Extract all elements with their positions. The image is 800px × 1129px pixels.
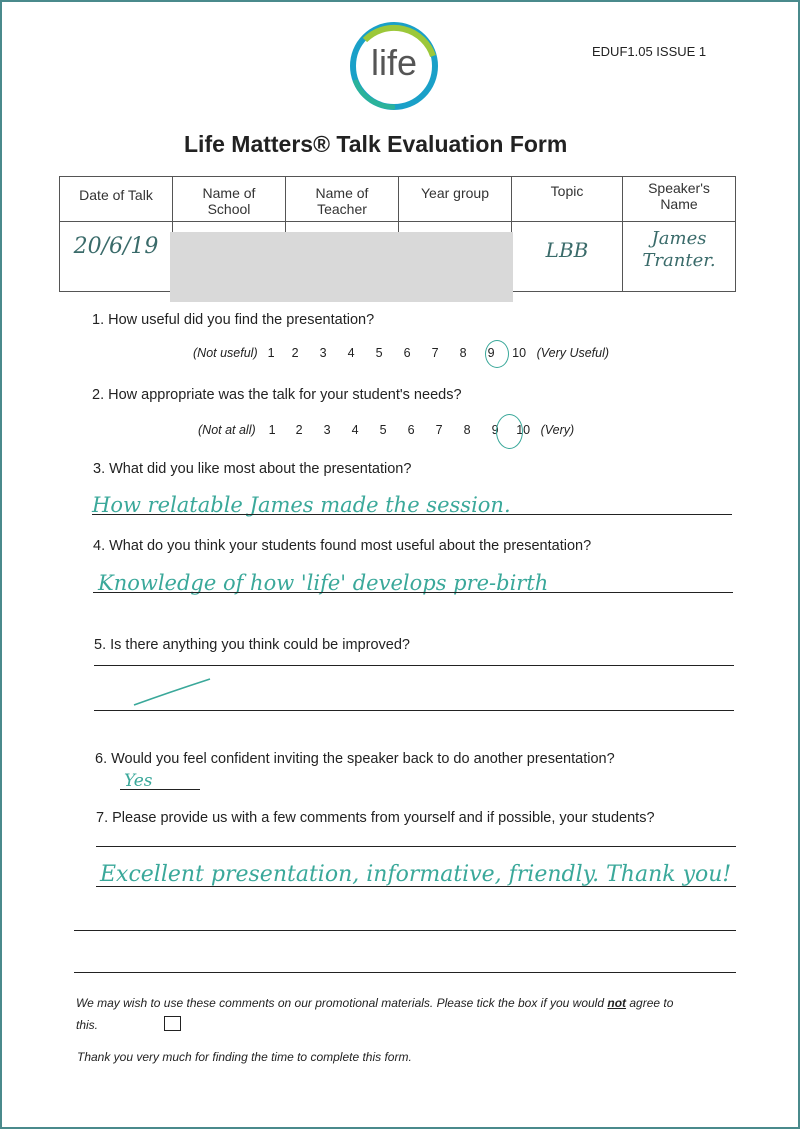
question-1 — [92, 312, 374, 328]
question-2 — [92, 387, 462, 403]
scale-number: 9 — [487, 346, 495, 360]
rating-scale-1 — [193, 346, 609, 360]
question-text: What did you like most about the presentation? — [109, 461, 412, 477]
question-number: 3. — [93, 461, 106, 477]
scale-high-label: (Very) — [540, 423, 575, 437]
answer-6: Yes — [124, 771, 153, 791]
col-year-header: Year group — [421, 185, 489, 201]
col-topic-header: Topic — [550, 183, 584, 199]
answer-line — [94, 710, 734, 711]
col-date-header: Date of Talk — [79, 187, 153, 203]
scale-number: 7 — [431, 346, 439, 360]
scale-number: 4 — [347, 346, 355, 360]
answer-line — [92, 514, 732, 515]
scale-number: 9 — [491, 423, 499, 437]
question-text: Would you feel confident inviting the speaker back to do another presentation? — [111, 751, 615, 767]
redaction-box — [170, 232, 513, 302]
answer-4: Knowledge of how 'life' develops pre-birth — [98, 571, 549, 595]
question-text: Is there anything you think could be improved? — [110, 637, 410, 653]
scale-number: 10 — [512, 346, 527, 360]
question-3 — [93, 461, 411, 477]
scale-number: 6 — [407, 423, 415, 437]
scale-number: 1 — [268, 423, 276, 437]
date-value: 20/6/19 — [73, 234, 159, 259]
scale-number: 2 — [291, 346, 299, 360]
question-5 — [94, 637, 410, 653]
scale-number: 5 — [375, 346, 383, 360]
logo-text: life — [370, 42, 418, 83]
question-6 — [95, 751, 615, 767]
scale-low-label: (Not at all) — [198, 423, 256, 437]
answer-line — [120, 789, 200, 790]
answer-line — [74, 972, 736, 973]
scale-low-label: (Not useful) — [193, 346, 258, 360]
consent-not: not — [607, 996, 627, 1010]
scale-number: 5 — [379, 423, 387, 437]
question-number: 1. — [92, 312, 105, 328]
answer-7: Excellent presentation, informative, friendly. Thank you! — [100, 862, 732, 887]
speaker-value: James Tranter. — [642, 228, 716, 271]
question-text: Please provide us with a few comments from yourself and if possible, your students? — [112, 810, 655, 826]
thank-you-note: Thank you very much for finding the time to complete this form. — [77, 1050, 412, 1064]
col-speaker-header: Speaker's Name — [648, 180, 710, 212]
scale-number: 8 — [463, 423, 471, 437]
scale-number: 2 — [295, 423, 303, 437]
scale-number: 10 — [516, 423, 531, 437]
answer-line — [74, 930, 736, 931]
answer-line — [96, 886, 736, 887]
scale-number: 7 — [435, 423, 443, 437]
scale-number: 1 — [267, 346, 275, 360]
question-4 — [93, 538, 591, 554]
selected-rating-circle-2 — [496, 414, 523, 449]
form-title: Life Matters® Talk Evaluation Form — [184, 131, 568, 157]
scale-number: 6 — [403, 346, 411, 360]
question-number: 5. — [94, 637, 107, 653]
consent-text: We may wish to use these comments on our promotional materials. Please tick the box if you would — [76, 996, 608, 1010]
col-school-header: Name of School — [202, 185, 256, 217]
answer-line — [93, 592, 733, 593]
scale-high-label: (Very Useful) — [536, 346, 610, 360]
question-number: 4. — [93, 538, 106, 554]
question-number: 7. — [96, 810, 109, 826]
question-text: What do you think your students found most useful about the presentation? — [109, 538, 592, 554]
scale-number: 4 — [351, 423, 359, 437]
scale-number: 3 — [323, 423, 331, 437]
consent-checkbox[interactable] — [164, 1016, 181, 1031]
consent-this: this. — [76, 1018, 99, 1032]
question-text: How useful did you find the presentation? — [108, 312, 375, 328]
document-reference: EDUF1.05 ISSUE 1 — [592, 44, 707, 59]
consent-text-end: agree to — [626, 996, 674, 1010]
question-7 — [96, 810, 655, 826]
selected-rating-circle-1 — [485, 340, 509, 368]
col-teacher-header: Name of Teacher — [315, 185, 369, 217]
question-number: 6. — [95, 751, 108, 767]
scale-number: 3 — [319, 346, 327, 360]
topic-value: LBB — [545, 238, 589, 262]
answer-line — [94, 665, 734, 666]
question-number: 2. — [92, 387, 105, 403]
scale-number: 8 — [459, 346, 467, 360]
life-logo — [345, 20, 443, 112]
answer-5-stroke — [130, 676, 214, 708]
question-text: How appropriate was the talk for your student's needs? — [108, 387, 462, 403]
answer-line — [96, 846, 736, 847]
answer-3: How relatable James made the session. — [92, 493, 511, 517]
